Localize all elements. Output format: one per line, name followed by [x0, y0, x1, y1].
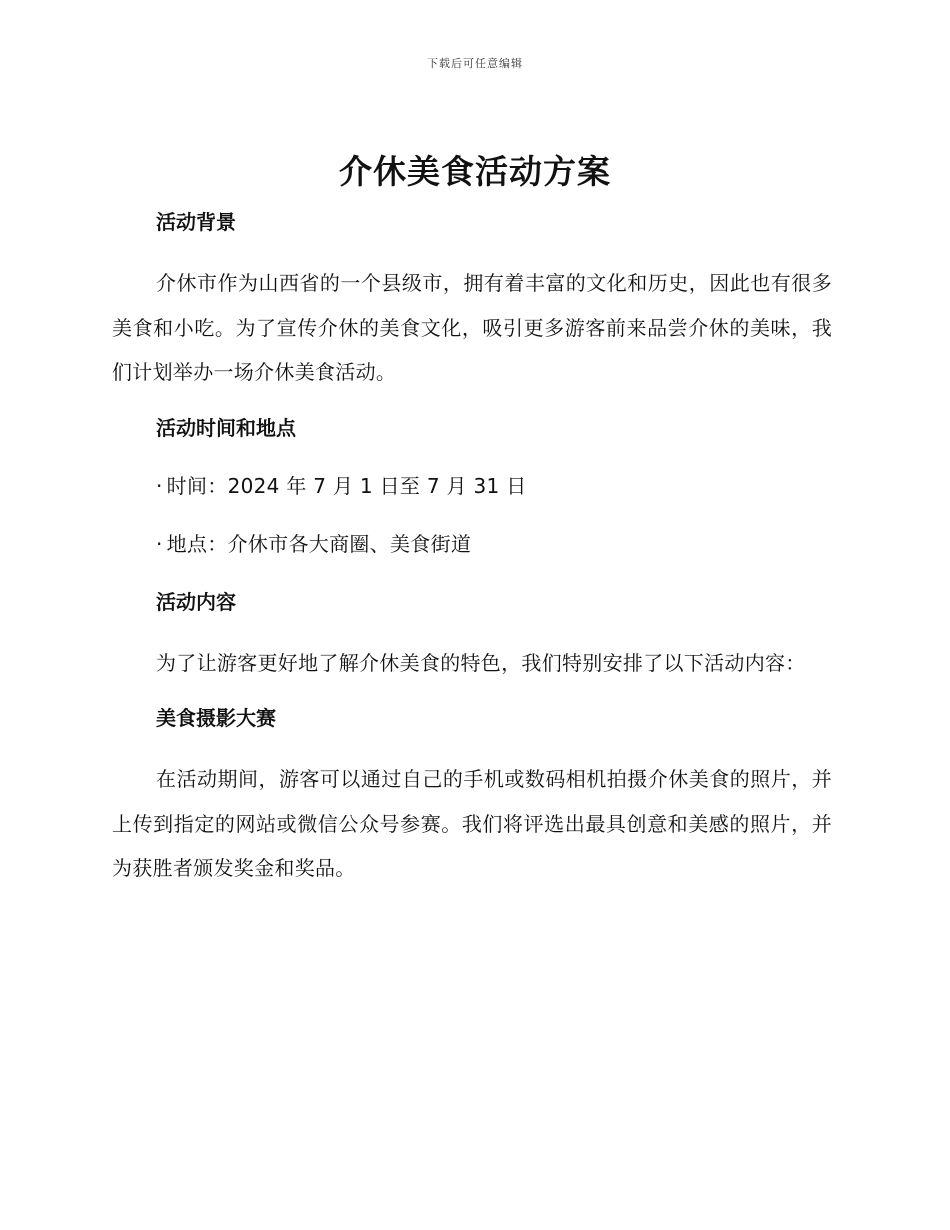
- header-note: 下载后可任意编辑: [427, 57, 523, 70]
- section-heading-background: 活动背景: [156, 210, 236, 234]
- paragraph-content: 为了让游客更好地了解介休美食的特色，我们特别安排了以下活动内容：: [156, 650, 806, 675]
- bullet-item-place: [112, 525, 832, 563]
- paragraph-background: 介休市作为山西省的一个县级市，拥有着丰富的文化和历史，因此也有很多美食和小吃。为了宣传介休的美食文化，吸引更多游客前来品尝介休的美味，我们计划举办一场介休美食活动。: [112, 271, 832, 384]
- bullet-dot-icon: ·: [156, 473, 163, 498]
- bullet-text-time: 时间：2024 年 7 月 1 日至 7 月 31 日: [166, 473, 527, 498]
- bullet-dot-icon: ·: [156, 531, 163, 556]
- section-heading-photo-contest: 美食摄影大赛: [156, 706, 276, 730]
- document-body: [112, 203, 832, 905]
- section-heading-time-place: 活动时间和地点: [156, 415, 296, 440]
- bullet-text-place: 地点：介休市各大商圈、美食街道: [166, 531, 472, 556]
- paragraph-photo-contest: 在活动期间，游客可以通过自己的手机或数码相机拍摄介休美食的照片，并上传到指定的网站或微信公众号参赛。我们将评选出最具创意和美感的照片，并为获胜者颁发奖金和奖品。: [112, 767, 832, 880]
- bullet-item-time: [112, 467, 832, 505]
- document-title: 介休美食活动方案: [339, 152, 611, 191]
- section-heading-content: 活动内容: [156, 589, 236, 614]
